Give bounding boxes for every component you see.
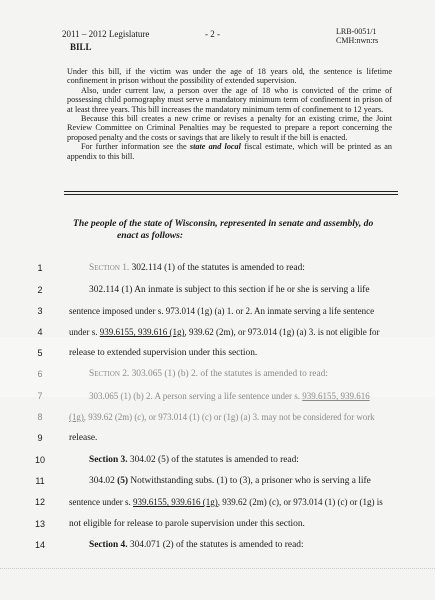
line-text [69,327,379,337]
line-text-part: 303.065 (1) (b) 2. A person serving a life sentence under s. [89,391,303,401]
bill-line [0,497,435,513]
line-text [89,263,305,273]
bill-line [0,327,435,343]
bill-line [0,476,435,492]
fiscal-text-end: fiscal estimate, which will be printed as an appendix to this bill. [67,142,392,161]
analysis-paragraph: Under this bill, if the victim was under the age of 18 years old, the sentence is lifetime confinement in prison without the possibility of extended supervision. [67,67,392,86]
line-number: 6 [37,369,43,379]
bill-line [0,348,435,364]
header-left [62,29,149,53]
bill-line [0,391,435,407]
line-number: 8 [37,412,43,422]
section-label: Section 4. [89,540,128,550]
divider-line [64,191,398,192]
line-text-part: under s. [69,327,100,337]
drafting-code: LRB-0051/1 [336,27,377,36]
enacting-clause-line: The people of the state of Wisconsin, represented in senate and assembly, do [73,218,374,229]
section-text: 303.065 (1) (b) 2. of the statutes is amended to read: [129,369,328,379]
bill-line [0,455,435,471]
line-number: 14 [34,540,45,550]
line-number: 12 [34,497,45,507]
line-text: release to extended supervision under this section. [69,348,258,358]
line-text [89,476,371,486]
enacting-clause [67,218,397,242]
document-type: BILL [70,42,92,52]
inserted-text: 939.6155, 939.616 (1g) [99,327,185,337]
bill-line [0,433,435,449]
line-text-part: , 939.62 (2m) (c), or 973.014 (1) (c) or (1g) (a) 3. may not be considered for work [83,412,375,422]
line-text [69,412,375,422]
enacting-clause-line: enact as follows: [117,230,184,241]
line-text-part: Notwithstanding subs. (1) to (3), a prisoner who is serving a life [128,476,371,486]
section-label: Section 2. [89,369,130,379]
bill-line [0,412,435,428]
session-label: 2011 – 2012 Legislature [62,29,150,39]
page-number: - 2 - [205,29,220,39]
line-number: 5 [37,348,43,358]
section-label: Section 1. [89,263,130,273]
analysis-paragraph [67,142,392,161]
scan-edge-line [0,568,435,569]
bill-line [0,263,435,279]
fiscal-text: For further information see the [81,142,190,152]
line-number: 4 [37,327,43,337]
line-text-part: sentence under s. [69,497,133,507]
inserted-text: 939.6155, 939.616 (1g) [132,497,218,507]
line-number: 10 [34,455,45,465]
analysis-paragraph: Also, under current law, a person over the age of 18 who is convicted of the crime of possessing child pornography must serve a mandatory minimum term of confinement in prison of at least three years. This bill increases the mandatory minimum term of confinement to 12 years. [67,85,392,114]
section-text: 304.02 (5) of the statutes is amended to read: [127,455,299,465]
scan-shading [0,337,435,397]
line-text [89,455,299,465]
bill-line [0,540,435,556]
line-number: 7 [37,391,43,401]
line-text: not eligible for release to parole supervision under this section. [69,519,305,529]
line-text [89,369,328,379]
bill-line [0,285,435,301]
line-text-part: 304.02 [89,476,118,486]
line-text-part: , 939.62 (2m), or 973.014 (1g) (a) 3. is not eligible for [184,327,380,337]
line-text: sentence imposed under s. 973.014 (1g) (a) 1. or 2. An inmate serving a life sentence [69,306,375,316]
drafter-initials: CMH:nwn:rs [336,36,379,45]
inserted-text: 939.6155, 939.616 [302,391,370,401]
line-number: 13 [34,519,45,529]
section-text: 304.071 (2) of the statutes is amended to read: [127,540,304,550]
line-number: 11 [35,476,45,486]
section-text: 302.114 (1) of the statutes is amended to read: [129,263,305,273]
analysis-paragraph: Because this bill creates a new crime or revises a penalty for an existing crime, the Joint Review Committee on Criminal Penalties may be requested to prepare a report concerning the proposed penalty and the costs or savings that are likely to result if the bill is enacted. [67,114,392,142]
bill-line [0,519,435,535]
bill-line [0,369,435,385]
line-text [89,540,304,550]
line-text-part: , 939.62 (2m) (c), or 973.014 (1) (c) or (1g) is [217,497,383,507]
subsection-number: (5) [117,476,129,486]
section-label: Section 3. [89,455,128,465]
line-text: release. [69,433,98,443]
line-number: 2 [37,285,43,295]
line-text [69,497,383,507]
line-number: 9 [37,433,43,443]
bill-line [0,306,435,322]
header-right [336,27,378,45]
line-number: 1 [37,263,43,273]
line-number: 3 [37,306,43,316]
fiscal-emphasis: state and local [189,142,241,152]
line-text [89,391,370,401]
divider-line [64,194,398,195]
analysis-section [67,67,392,161]
line-text: 302.114 (1) An inmate is subject to this section if he or she is serving a life [89,285,370,295]
inserted-text: (1g) [69,412,84,422]
